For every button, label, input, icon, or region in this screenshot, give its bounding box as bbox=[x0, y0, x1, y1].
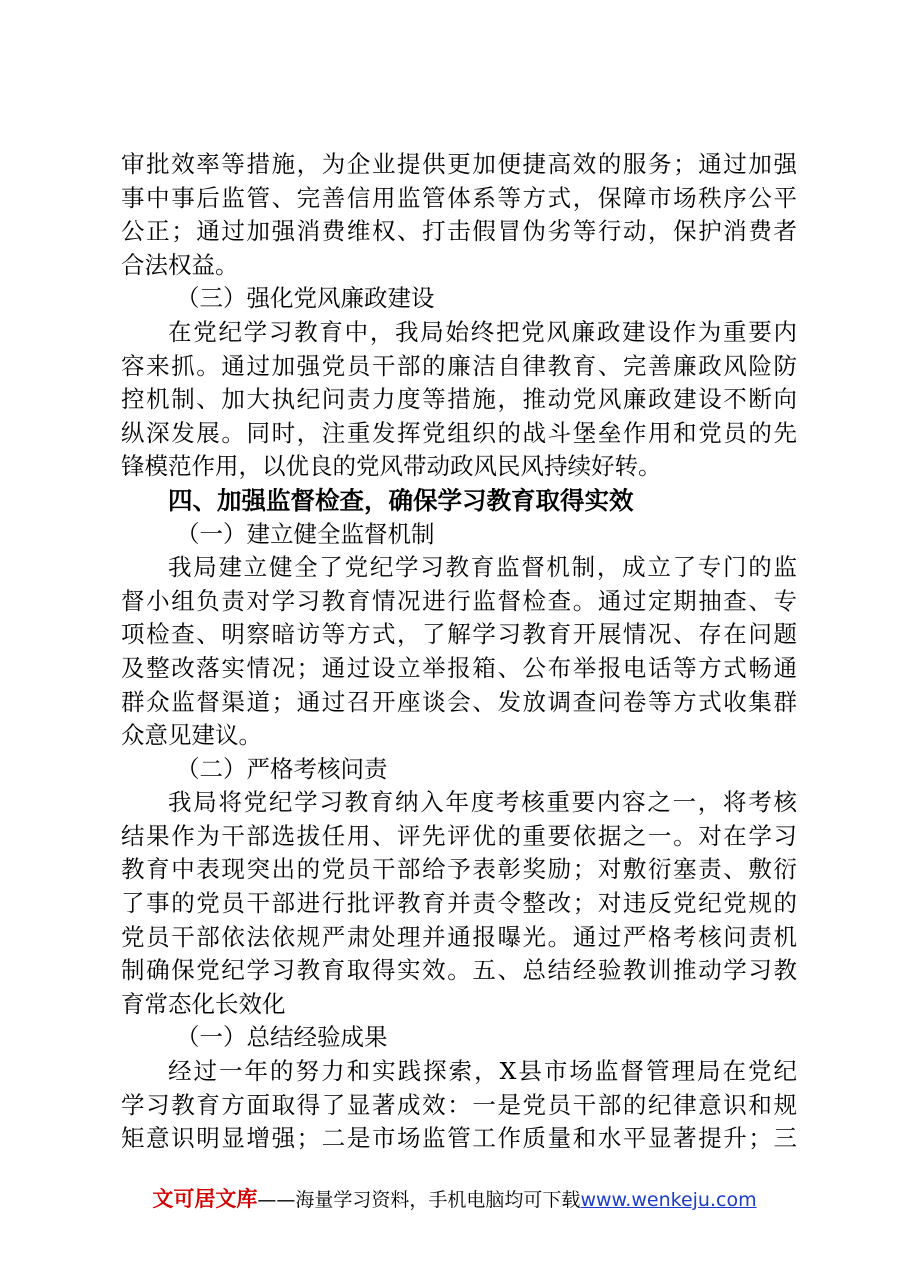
paragraph-line: 锋模范作用，以优良的党风带动政风民风持续好转。 bbox=[121, 452, 662, 481]
paragraph-line: 及整改落实情况；通过设立举报箱、公布举报电话等方式畅通 bbox=[121, 653, 797, 682]
footer-slogan: ——海量学习资料，手机电脑均可下载 bbox=[257, 1189, 581, 1211]
footer-banner bbox=[0, 1183, 909, 1213]
paragraph-line: 众意见建议。 bbox=[121, 721, 262, 750]
paragraph-line: 群众监督渠道；通过召开座谈会、发放调查问卷等方式收集群 bbox=[121, 687, 797, 716]
section-heading: （二）严格考核问责 bbox=[176, 754, 388, 783]
paragraph-line: 在党纪学习教育中，我局始终把党风廉政建设作为重要内 bbox=[168, 317, 797, 346]
paragraph-line: 了事的党员干部进行批评教育并责令整改；对违反党纪党规的 bbox=[121, 889, 797, 918]
section-heading: （三）强化党风廉政建设 bbox=[176, 284, 435, 313]
section-heading: （一）建立健全监督机制 bbox=[176, 519, 435, 548]
paragraph-line: 经过一年的努力和实践探索，X县市场监督管理局在党纪 bbox=[168, 1057, 797, 1086]
brand-name: 文可居文库 bbox=[152, 1187, 258, 1211]
paragraph-line: 学习教育方面取得了显著成效：一是党员干部的纪律意识和规 bbox=[121, 1090, 797, 1119]
paragraph-line: 制确保党纪学习教育取得实效。五、总结经验教训推动学习教 bbox=[121, 956, 797, 985]
paragraph-line: 督小组负责对学习教育情况进行监督检查。通过定期抽查、专 bbox=[121, 586, 797, 615]
chapter-heading: 四、加强监督检查，确保学习教育取得实效 bbox=[168, 485, 634, 515]
paragraph-line: 矩意识明显增强；二是市场监管工作质量和水平显著提升；三 bbox=[121, 1124, 797, 1153]
website-link[interactable]: www.wenkeju.com bbox=[580, 1189, 757, 1211]
paragraph-line: 纵深发展。同时，注重发挥党组织的战斗堡垒作用和党员的先 bbox=[121, 418, 797, 447]
paragraph-line: 教育中表现突出的党员干部给予表彰奖励；对敷衍塞责、敷衍 bbox=[121, 855, 797, 884]
paragraph-line: 合法权益。 bbox=[121, 250, 239, 279]
paragraph-line: 公正；通过加强消费维权、打击假冒伪劣等行动，保护消费者 bbox=[121, 217, 797, 246]
paragraph-line: 我局将党纪学习教育纳入年度考核重要内容之一，将考核 bbox=[168, 788, 797, 817]
paragraph-line: 审批效率等措施，为企业提供更加便捷高效的服务；通过加强 bbox=[121, 150, 797, 178]
paragraph-line: 我局建立健全了党纪学习教育监督机制，成立了专门的监 bbox=[168, 553, 797, 582]
paragraph-line: 事中事后监管、完善信用监管体系等方式，保障市场秩序公平 bbox=[121, 183, 797, 212]
section-heading: （一）总结经验成果 bbox=[176, 1023, 388, 1052]
paragraph-line: 党员干部依法依规严肃处理并通报曝光。通过严格考核问责机 bbox=[121, 922, 797, 951]
paragraph-line: 结果作为干部选拔任用、评先评优的重要依据之一。对在学习 bbox=[121, 821, 797, 850]
document-body bbox=[121, 148, 797, 1156]
paragraph-line: 容来抓。通过加强党员干部的廉洁自律教育、完善廉政风险防 bbox=[121, 351, 797, 380]
paragraph-line: 项检查、明察暗访等方式，了解学习教育开展情况、存在问题 bbox=[121, 620, 797, 649]
paragraph-line: 控机制、加大执纪问责力度等措施，推动党风廉政建设不断向 bbox=[121, 385, 797, 414]
paragraph-line: 育常态化长效化 bbox=[121, 989, 286, 1018]
